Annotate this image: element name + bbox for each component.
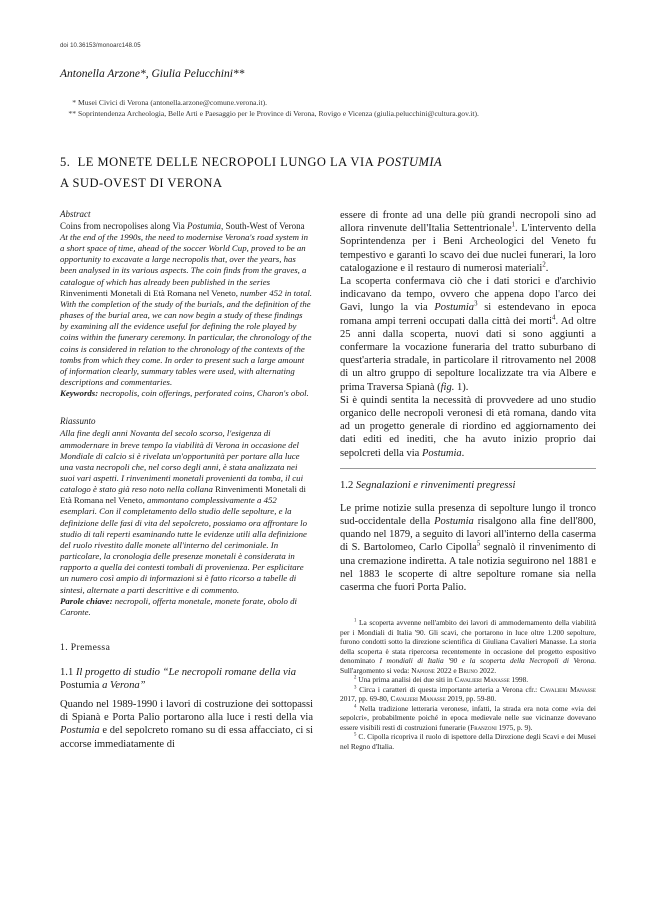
paragraph-text: essere di fronte ad una delle più grandi necropoli sino ad allora rinvenute dell'Italia Settentrionale [340, 210, 596, 235]
paragraph-text: La scoperta confermava ciò che i dati storici e d'archivio indicavano da tempo, ovvero che appena dopo l'arco dei Gavi, lungo la via [340, 276, 596, 314]
chapter-title-italic: POSTUMIA [377, 155, 443, 169]
footnote-number: 2 [354, 675, 357, 681]
paragraph-text: segnalò il rinvenimento di una cremazione indiretta. A tale notizia seguirono nel 1881 e nel 1883 le scoperte di altre sepolture romane sia nella caserma che fuori Porta Palio. [340, 542, 597, 594]
section-heading-premessa: 1. Premessa [60, 642, 111, 653]
affiliation-text: Musei Civici di Verona (antonella.arzone@comune.verona.it). [78, 98, 268, 107]
doi-label: doi 10.36153/monoarc148.05 [60, 43, 141, 49]
keywords-text: necropolis, coin offerings, perforated coins, Charon's obol. [98, 388, 309, 399]
paragraph-premessa [60, 698, 313, 751]
keywords-text: necropoli, offerta monetale, monete forate, obolo di Caronte. [60, 595, 297, 617]
chapter-title-main: LE MONETE DELLE NECROPOLI LUNGO LA VIA [77, 155, 374, 169]
footnote-citation: Napione 2022 [411, 665, 452, 675]
footnote-text: La scoperta avvenne nell'ambito dei lavori di ammodernamento della viabilità per i Mondiali di Italia '90. Gli scavi, che portarono in luce oltre 1.200 sepolture, furono condotti sotto la direzione scientifica di Giuliana Cavalieri Manasse. La storia della scoperta è stata ripercorsa recentemente in occasione del progetto espositivo denominato [340, 618, 596, 666]
abstract-title-italic: Postumia [187, 221, 222, 231]
subsection-title: Segnalazioni e rinvenimenti pregressi [355, 479, 516, 491]
subsection-number: 1.1 [60, 667, 74, 678]
affiliation-mark: * [72, 98, 76, 107]
paragraph-text: . [545, 262, 549, 274]
abstract-heading: Abstract [60, 209, 91, 219]
paragraph-text: . Ad oltre 25 anni dalla scoperta, nuovi dati si sono aggiunti a confermare la vocazione funeraria del tratto suburbano di quest'arteria stradale, in particolare il ritrovamento nel 2008 di un altro gruppo di sepolture localizzate tra via Albere e prima Traversa Spianà ( [340, 315, 596, 393]
paragraph-1 [340, 209, 596, 275]
riassunto-series: Rinvenimenti Monetali di Età Romana nel Veneto [60, 484, 306, 506]
footnote-text: Nella tradizione letteraria veronese, infatti, la strada era nota come «via dei sepolcri», probabilmente poiché in epoca medievale nelle sue vicinanze dovevano essere visibili resti di costruzioni funerarie ( [340, 703, 596, 732]
footnote-text: . [526, 675, 529, 685]
affiliation-mark: ** [68, 108, 76, 118]
footnotes [340, 618, 596, 751]
footnote-ref[interactable]: 3 [474, 300, 478, 308]
footnote-citation: Cavalieri Manasse 2017 [340, 684, 596, 704]
abstract-text: At the end of the 1990s, the need to modernise Verona's road system in a short space of time, ahead of the soccer World Cup, proved to be an opportunity to excavate a large necropolis that, over the years, has been analysed in its various aspects. The coin finds from the graves, a catalogue of which has already been published in the series [60, 232, 308, 287]
footnote-ref[interactable]: 1 [511, 221, 516, 229]
paragraph-2 [340, 275, 596, 394]
footnote-number: 4 [354, 704, 357, 710]
affiliation-text: Soprintendenza Archeologia, Belle Arti e Paesaggio per le Province di Verona, Rovigo e Vicenza (giulia.pelucchini@cultura.gov.it). [78, 108, 479, 118]
paragraph-text: . [461, 447, 465, 459]
footnote-number: 1 [354, 618, 357, 624]
footnote-ref[interactable]: 5 [476, 540, 481, 548]
footnote-italic: I mondiali di Italia '90 e la scoperta della Necropoli di Verona [379, 656, 595, 666]
paragraph-4 [340, 502, 596, 594]
riassunto-heading: Riassunto [60, 416, 96, 427]
footnote-citation: Franzoni [470, 722, 497, 732]
paragraph-italic: Postumia [421, 447, 462, 459]
riassunto-text: , ammontano complessivamente a 452 esemplari. Con il completamento dello studio delle sepolture, e la definizione delle fasi di vita del sepolcreto, possiamo ora affrontare lo studio di tali reperti esaminando tutte le evidenze utili alla definizione del ruolo rivestito dalle monete all'interno del cerimoniale. In particolare, la cronologia delle presenze monetali è considerata in rapporto a quella dei contesti tombali di provenienza. Per esplicitare un numero così ampio di informazioni si è fatto ricorso a tabelle di sintesi, alternate a parti descrittive e di commento. [60, 495, 308, 595]
paragraph-italic: Postumia [434, 302, 475, 314]
footnote-text: Circa i caratteri di questa importante arteria a Verona cfr.: [359, 684, 538, 694]
abstract-body [60, 232, 313, 388]
footnote-4 [340, 704, 596, 733]
paragraph-text: si estendevano in epoca romana ampi terreni occupati dalla città dei morti [340, 302, 597, 327]
affiliation-2 [64, 109, 534, 120]
paragraph-3 [340, 394, 596, 460]
footnote-ref[interactable]: 4 [552, 314, 556, 322]
paragraph-text: Quando nel 1989-1990 i lavori di costruzione dei sottopassi di Spianà e Porta Palio portarono alla luce i resti della via [60, 699, 313, 724]
subsection-heading-1-2 [340, 479, 596, 492]
subsection-title: Il progetto di studio “Le necropoli romane della via [75, 667, 297, 678]
paragraph-text: e del sepolcreto romano su di essa affacciato, ci si accorse immediatamente di [60, 725, 314, 750]
chapter-title [60, 152, 600, 194]
footnote-5 [340, 732, 596, 751]
footnote-citation: Cavalieri Manasse 2019 [390, 694, 463, 704]
footnote-text: Una prima analisi dei due siti in [358, 675, 453, 685]
paragraph-text: Le prime notizie sulla presenza di sepolture lungo il tronco sud-occidentale della [340, 502, 596, 528]
footnote-number: 5 [354, 732, 357, 738]
chapter-number: 5. [60, 155, 71, 169]
footnote-3 [340, 685, 596, 704]
right-column [340, 209, 596, 751]
paragraph-italic: Postumia [60, 725, 100, 737]
paragraph-italic: Postumia [434, 516, 474, 528]
keywords-label: Keywords: [60, 388, 99, 399]
subsection-title: a Verona” [102, 680, 146, 691]
paragraph-text: risalgono alla fine dell'800, quando nel 1879, a seguito di lavori all'interno della caserma di S. Bartolomeo, Carlo Cipolla [340, 516, 597, 554]
chapter-title-line2: A SUD-OVEST DI VERONA [60, 176, 223, 190]
subsection-title-roman: Postumia [60, 680, 100, 691]
riassunto-keywords [60, 596, 313, 618]
footnote-text: . Sull'argomento si veda: [340, 656, 596, 675]
subsection-number: 1.2 [340, 479, 354, 491]
footnote-1 [340, 618, 596, 675]
figure-ref[interactable]: fig. [440, 381, 455, 393]
abstract-text: , number 452 in total. With the completion of the study of the burials, and the definition of the phases of the burial area, we can now begin a study of these findings by examining all the evidence useful for defining the role played by coins within the funerary ceremony. In particular, the chronology of the coins is considered in relation to the chronology of the contexts of the tombs from which they come. In order to present such a large amount of information clearly, summary tables were used, with alternating descriptions and commentaries. [60, 287, 312, 388]
footnote-ref[interactable]: 2 [542, 261, 546, 269]
footnote-text: . [494, 665, 497, 675]
footnote-number: 3 [354, 685, 357, 691]
footnote-text: e [451, 665, 459, 675]
left-column [60, 209, 313, 751]
subsection-heading-1-1 [60, 666, 313, 692]
abstract-keywords [60, 388, 313, 399]
abstract-title-part: Coins from necropolises along Via [60, 221, 185, 231]
footnote-2 [340, 675, 596, 685]
riassunto-body [60, 428, 313, 595]
footnote-text: , pp. 69-80, [354, 694, 389, 704]
footnote-citation: Bruno 2022 [458, 665, 495, 675]
footnote-text: 1975, p. 9). [496, 722, 533, 732]
section-divider [340, 468, 596, 469]
paragraph-text: 1). [454, 381, 469, 393]
authors: Antonella Arzone*, Giulia Pelucchini** [60, 68, 245, 80]
footnote-text: C. Cipolla ricopriva il ruolo di ispettore della Direzione degli Scavi e dei Musei nel Regno d'Italia. [340, 732, 596, 751]
riassunto-text: Alla fine degli anni Novanta del secolo scorso, l'esigenza di ammodernare in breve tempo la viabilità di Verona in occasione del Mondiale di calcio si è rivelata un'opportunità per portare alla luce una vasta necropoli che, nel corso degli anni, è stata analizzata nei suoi vari aspetti. I rinvenimenti monetali provenienti da tomba, il cui catalogo è stato già reso noto nella collana [60, 428, 304, 495]
keywords-label: Parole chiave: [60, 595, 113, 606]
footnote-citation: Cavalieri Manasse 1998 [454, 675, 527, 685]
paragraph-text: Si è quindi sentita la necessità di provvedere ad uno studio organico delle necropoli veronesi di età romana, dando vita ad un progetto generale di riordino ed aggiornamento dei dati editi ed inediti, che ha avuto inizio proprio dai sepolcreti della via [340, 394, 596, 459]
abstract-series: Rinvenimenti Monetali di Età Romana nel Veneto [60, 287, 236, 298]
affiliation-1 [64, 98, 534, 109]
abstract-title [60, 221, 313, 232]
footnote-text: , pp. 59-80. [462, 694, 497, 704]
paragraph-text: . L'intervento della Soprintendenza per i Beni Archeologici del Veneto fu tempestivo e garantì lo scavo dei due nuclei funerari, la loro catalogazione e il restauro di numerosi materiali [340, 223, 596, 274]
abstract-title-part: , South-West of Verona [221, 221, 305, 231]
affiliations [64, 98, 534, 120]
